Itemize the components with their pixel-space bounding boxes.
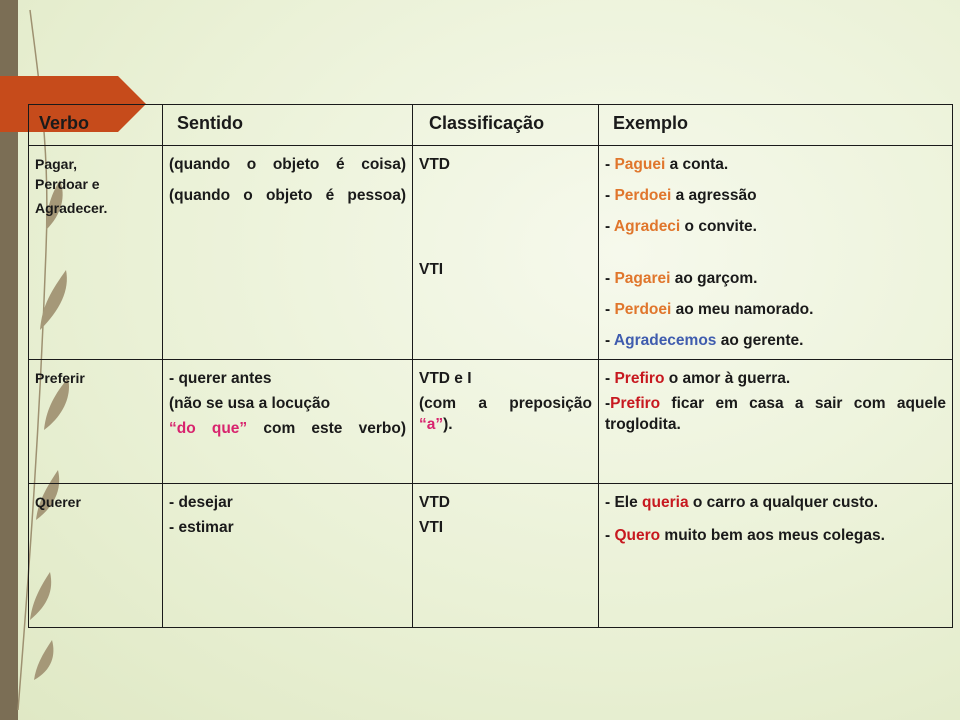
verb-highlight: Agradeci <box>613 218 681 235</box>
header-classificacao: Classificação <box>413 105 599 146</box>
classificacao-text: VTD <box>419 156 450 173</box>
verb-highlight: Quero <box>614 527 661 544</box>
verb-highlight: queria <box>642 494 689 511</box>
header-verbo: Verbo <box>29 105 163 146</box>
table-row <box>29 146 953 360</box>
exemplo-cell: - Ele queria o carro a qualquer custo. - Quero muito bem aos meus colegas. <box>599 484 953 628</box>
header-row <box>29 105 953 146</box>
verbo-text: Perdoar e <box>35 176 100 192</box>
classificacao-text: VTD <box>419 494 450 511</box>
sentido-text: - querer antes <box>169 370 272 387</box>
exemplo-cell: - Prefiro o amor à guerra. -Prefiro ficar em casa a sair com aquele troglodita. <box>599 360 953 484</box>
classificacao-text: VTI <box>419 261 444 278</box>
grammar-table <box>28 104 953 628</box>
table-row <box>29 484 953 628</box>
classificacao-text: VTI <box>419 519 444 536</box>
sentido-text: com este verbo) <box>263 420 406 437</box>
verb-highlight: Paguei <box>614 156 666 173</box>
verbo-text: Pagar, <box>35 156 78 172</box>
sentido-text: - desejar <box>169 494 233 511</box>
classificacao-cell <box>413 484 599 628</box>
sentido-text: (quando o objeto é coisa) <box>169 156 406 173</box>
classificacao-text: VTD e I <box>419 370 472 387</box>
sentido-cell <box>163 360 413 484</box>
sentido-cell <box>163 484 413 628</box>
verb-highlight: Prefiro <box>614 370 665 387</box>
sentido-text: - estimar <box>169 519 234 536</box>
verb-highlight: Perdoei <box>614 301 672 318</box>
verbo-cell <box>29 146 163 360</box>
highlight-a: “a” <box>419 416 444 433</box>
verb-highlight: Prefiro <box>610 395 661 412</box>
classificacao-text: ). <box>443 416 453 433</box>
verbo-cell: Querer <box>29 484 163 628</box>
verb-highlight: Agradecemos <box>613 332 717 349</box>
header-exemplo: Exemplo <box>599 105 953 146</box>
verb-highlight: Perdoei <box>614 187 672 204</box>
classificacao-cell <box>413 360 599 484</box>
sentido-text: (quando o objeto é pessoa) <box>169 187 406 204</box>
highlight-do-que: “do que” <box>169 420 248 437</box>
classificacao-cell <box>413 146 599 360</box>
table-row <box>29 360 953 484</box>
exemplo-cell: - Paguei a conta. - Perdoei a agressão - Agradeci o convite. - Pagarei ao garçom. - Perdoei ao meu namorado. - Agradecemos ao gerente. <box>599 146 953 360</box>
classificacao-text: (com a preposição <box>419 395 592 412</box>
verbo-cell: Preferir <box>29 360 163 484</box>
sentido-text: (não se usa a locução <box>169 395 331 412</box>
verbo-text: Agradecer. <box>35 200 108 216</box>
header-sentido: Sentido <box>163 105 413 146</box>
sentido-cell <box>163 146 413 360</box>
verb-highlight: Pagarei <box>614 270 671 287</box>
